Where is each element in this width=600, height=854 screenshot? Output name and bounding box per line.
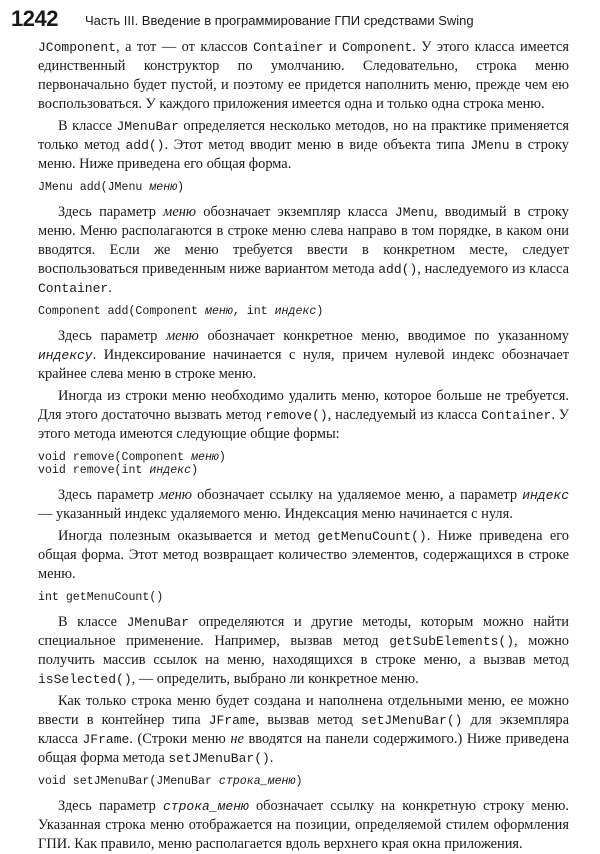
paragraph	[38, 117, 569, 174]
emphasis: индекс	[149, 464, 192, 477]
text-run: , вызвав метод	[255, 712, 362, 728]
paragraph	[38, 387, 569, 444]
inline-code-italic: строка_меню	[162, 799, 249, 814]
text-run: обозначает экземпляр класса	[196, 204, 395, 220]
code-block	[38, 775, 569, 788]
code-block	[38, 451, 569, 477]
text-run: )	[218, 451, 226, 464]
inline-code: JFrame	[208, 713, 256, 728]
inline-code-italic: индексу	[38, 348, 93, 363]
inline-code: setJMenuBar()	[361, 713, 463, 728]
inline-code: add()	[125, 138, 165, 153]
code-line	[38, 305, 569, 318]
text-run: , — определить, выбрано ли конкретное меню.	[131, 671, 419, 687]
text-run: )	[177, 181, 185, 194]
inline-code: getSubElements()	[389, 634, 515, 649]
text-run: обозначает ссылку на конкретную строку меню. Указанная строка меню отображается на позиции, определяемой стилем оформления ГПИ. Как правило, меню располагается вдоль верхнего края окна приложения.	[38, 798, 569, 852]
text-run: . Индексирование начинается с нуля, причем нулевой индекс обозначает крайнее слева меню в строке меню.	[38, 347, 569, 382]
text-run: . У этого метода имеются следующие общие формы:	[38, 407, 569, 442]
inline-code: Container	[253, 40, 324, 55]
text-run: )	[316, 305, 324, 318]
inline-code-italic: индекс	[522, 488, 570, 503]
text-run: . (Строки меню	[129, 731, 231, 747]
code-line	[38, 451, 569, 464]
inline-code: JMenu	[470, 138, 510, 153]
inline-code: JComponent	[38, 40, 117, 55]
code-block	[38, 305, 569, 318]
emphasis: индекс	[274, 305, 317, 318]
emphasis: не	[230, 731, 244, 747]
text-run: int getMenuCount()	[38, 591, 164, 604]
inline-code: JMenuBar	[126, 615, 190, 630]
text-run: , int	[232, 305, 275, 318]
paragraph	[38, 38, 569, 114]
paragraph	[38, 203, 569, 298]
text-run: .	[269, 750, 274, 766]
text-run: В классе	[58, 614, 127, 630]
emphasis: меню	[159, 487, 192, 503]
inline-code: Container	[38, 281, 109, 296]
text-run: Иногда полезным оказывается и метод	[58, 528, 318, 544]
inline-code: JMenuBar	[116, 119, 179, 134]
code-line	[38, 591, 569, 604]
text-run: Иногда из строки меню необходимо удалить меню, которое больше не требуется. Для этого достаточно вызвать метод	[38, 388, 569, 423]
emphasis: меню	[165, 328, 199, 344]
text-run: Здесь параметр	[58, 487, 160, 503]
text-run: Component add(Component	[38, 305, 205, 318]
text-run: В классе	[58, 118, 117, 134]
code-block	[38, 591, 569, 604]
inline-code: add()	[378, 262, 418, 277]
paragraph	[38, 527, 569, 584]
code-line	[38, 775, 569, 788]
inline-code: remove()	[265, 408, 328, 423]
inline-code: JFrame	[82, 732, 130, 747]
text-run: обозначает ссылку на удаляемое меню, а параметр	[191, 487, 523, 503]
paragraph	[38, 692, 569, 768]
paragraph	[38, 486, 569, 524]
page-header	[11, 6, 591, 34]
page-number: 1242	[11, 6, 58, 31]
text-run: , можно получить массив ссылок на меню, находящихся в строке меню, а вызвав метод	[38, 633, 569, 668]
inline-code: Container	[481, 408, 552, 423]
inline-code: Component	[342, 40, 413, 55]
paragraph	[38, 327, 569, 384]
emphasis: меню	[163, 204, 197, 220]
code-line	[38, 181, 569, 194]
paragraph	[38, 613, 569, 689]
text-run: определяется несколько методов, но на практике применяется только метод	[38, 118, 569, 153]
text-run: Здесь параметр	[58, 798, 163, 814]
inline-code: isSelected()	[38, 672, 132, 687]
text-run: , наследуемого из класса	[417, 261, 569, 277]
text-run: void setJMenuBar(JMenuBar	[38, 775, 219, 788]
code-line	[38, 464, 569, 477]
emphasis: меню	[149, 181, 178, 194]
running-title: Часть III. Введение в программирование ГПИ средствами Swing	[85, 13, 474, 28]
text-run: .	[108, 280, 112, 296]
text-run: , а тот — от классов	[116, 39, 254, 55]
text-run: . Этот метод вводит меню в виде объекта типа	[164, 137, 471, 153]
emphasis: меню	[191, 451, 219, 464]
page-body	[38, 38, 569, 854]
text-run: )	[191, 464, 199, 477]
inline-code: getMenuCount()	[317, 529, 427, 544]
text-run: для экземпляра класса	[38, 712, 570, 747]
text-run: вводятся на панели содержимого.) Ниже приведена общая форма метода	[38, 731, 569, 766]
text-run: void remove(Component	[38, 451, 192, 464]
text-run: . У этого класса имеется единственный конструктор по умолчанию. Следовательно, строка меню первоначально будет пустой, и поэтому ее придется наполнить меню, прежде чем ею воспользоваться. У каждого приложения имеется одна и только одна строка меню.	[38, 39, 569, 112]
text-run: void remove(int	[38, 464, 150, 477]
text-run: , наследуемый из класса	[327, 407, 482, 423]
text-run: . Ниже приведена его общая форма. Этот метод возвращает количество элементов, содержащихся в строке меню.	[38, 528, 569, 582]
text-run: )	[295, 775, 303, 788]
text-run: Как только строка меню будет создана и наполнена отдельными меню, ее можно ввести в контейнер типа	[38, 693, 569, 728]
paragraph	[38, 797, 569, 854]
text-run: Здесь параметр	[58, 204, 164, 220]
inline-code: JMenu	[394, 205, 434, 220]
text-run: обозначает конкретное меню, вводимое по указанному	[198, 328, 569, 344]
emphasis: строка_меню	[218, 775, 296, 788]
text-run: Здесь параметр	[58, 328, 166, 344]
inline-code: setJMenuBar()	[168, 751, 270, 766]
code-block	[38, 181, 569, 194]
text-run: в строку меню. Ниже приведена его общая форма.	[38, 137, 569, 172]
emphasis: меню	[204, 305, 233, 318]
text-run: JMenu add(JMenu	[38, 181, 150, 194]
text-run: — указанный индекс удаляемого меню. Индексация меню начинается с нуля.	[38, 506, 513, 522]
text-run: , вводимый в строку меню. Меню располагаются в строке меню слева направо в том порядке, в каком они вводятся. Если же меню требуется ввести в конкретном месте, следует воспользоваться приведенным ниже вариантом метода	[38, 204, 569, 277]
text-run: и	[323, 39, 342, 55]
text-run: определяются и другие методы, которым можно найти специальное применение. Например, вызвав метод	[38, 614, 569, 649]
